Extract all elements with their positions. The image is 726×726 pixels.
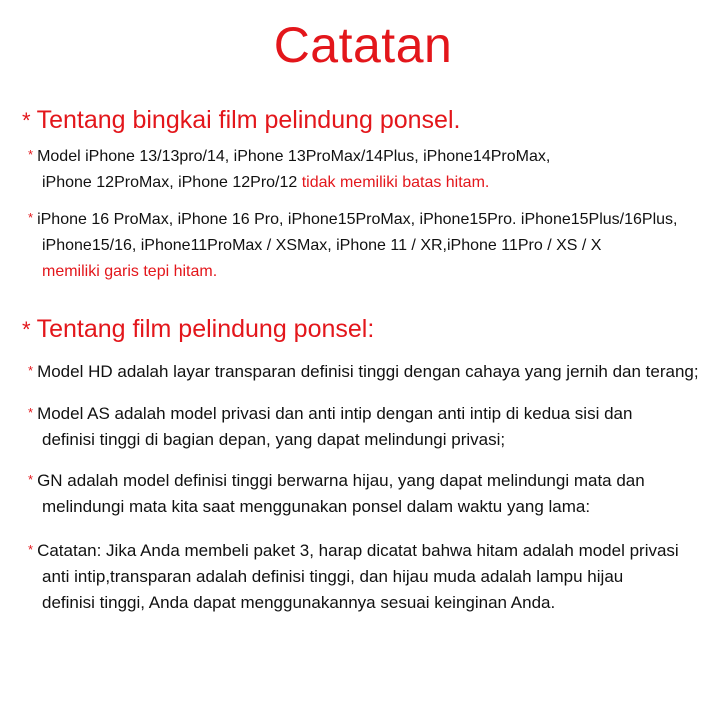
item-highlight-text: memiliki garis tepi hitam. [42,263,218,280]
list-item [28,537,718,616]
item-text: Model iPhone 13/13pro/14, iPhone 13ProMax/14Plus, iPhone14ProMax, [37,148,551,165]
item-highlight-text: tidak memiliki batas hitam. [301,174,490,191]
item-text: definisi tinggi di bagian depan, yang dapat melindungi privasi; [42,430,506,449]
item-text: anti intip,transparan adalah definisi tinggi, dan hijau muda adalah lampu hijau [42,567,624,586]
list-item [28,205,718,285]
item-text: melindungi mata kita saat menggunakan ponsel dalam waktu yang lama: [42,497,591,516]
bullet-star-icon: * [28,405,34,420]
item-text: iPhone 12ProMax, iPhone 12Pro/12 [42,174,302,191]
item-text: iPhone 16 ProMax, iPhone 16 Pro, iPhone15ProMax, iPhone15Pro. iPhone15Plus/16Plus, [37,211,678,228]
list-item [28,400,718,453]
item-text: Model HD adalah layar transparan definisi tinggi dengan cahaya yang jernih dan terang; [37,362,699,381]
list-item [28,467,718,520]
bullet-star-icon: * [28,210,34,225]
bullet-star-icon: * [22,317,31,342]
list-item [28,358,718,385]
page-title: Catatan [273,17,453,73]
section-heading-text: Tentang film pelindung ponsel: [36,315,375,343]
bullet-star-icon: * [28,147,34,162]
bullet-star-icon: * [28,472,34,487]
item-text: definisi tinggi, Anda dapat menggunakannya sesuai keinginan Anda. [42,593,556,612]
item-text: GN adalah model definisi tinggi berwarna hijau, yang dapat melindungi mata dan [37,471,645,490]
bullet-star-icon: * [28,542,34,557]
bullet-star-icon: * [28,363,34,378]
item-text: Catatan: Jika Anda membeli paket 3, harap dicatat bahwa hitam adalah model privasi [37,541,679,560]
section-heading-text: Tentang bingkai film pelindung ponsel. [36,106,461,134]
section-heading-frame [22,105,460,136]
bullet-star-icon: * [22,108,31,133]
section-heading-film [22,314,374,345]
item-text: iPhone15/16, iPhone11ProMax / XSMax, iPhone 11 / XR,iPhone 11Pro / XS / X [42,237,602,254]
list-item [28,142,718,196]
item-text: Model AS adalah model privasi dan anti intip dengan anti intip di kedua sisi dan [37,404,633,423]
